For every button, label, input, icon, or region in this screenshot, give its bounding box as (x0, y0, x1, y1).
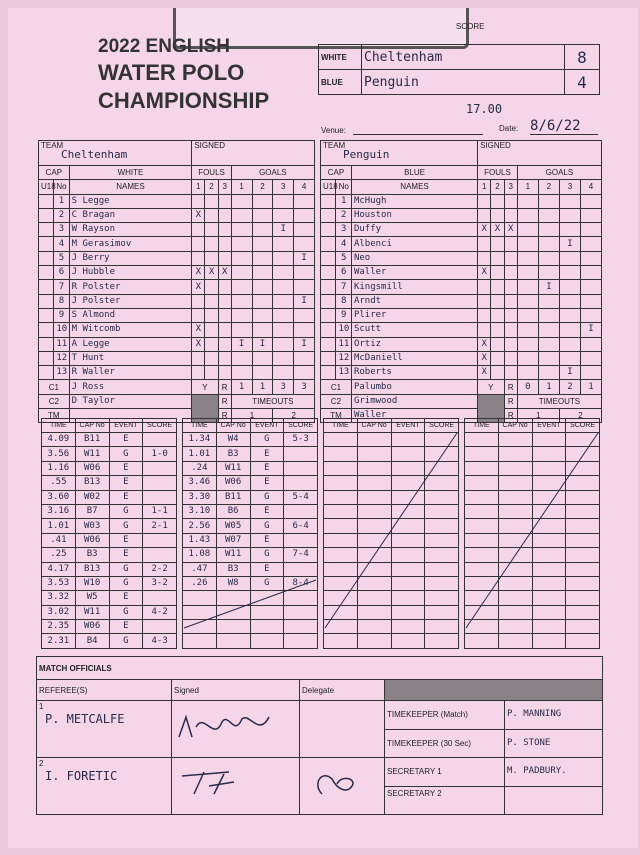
event-type: E (109, 533, 143, 547)
event-time: 3.46 (183, 476, 217, 490)
foul-mark: X (478, 266, 491, 280)
goal-mark: I (231, 337, 252, 351)
event-cap: W06 (75, 533, 109, 547)
event-cap: B6 (216, 504, 250, 518)
event-col-header: CAP No (75, 419, 109, 433)
cap-number: 12 (54, 351, 69, 365)
event-time: 1.34 (183, 433, 217, 447)
blue-score: 4 (565, 70, 600, 95)
event-time: .41 (42, 533, 76, 547)
sec1: M. PADBURY. (505, 758, 603, 787)
blue-cap-label: CAP (321, 166, 352, 180)
referee-1: P. METCALFE (45, 712, 125, 726)
red-label: R (218, 394, 231, 408)
foul-mark: X (491, 223, 504, 237)
event-col-header: EVENT (109, 419, 143, 433)
strike-line (325, 433, 457, 628)
ref1-number: 1 (39, 702, 44, 711)
event-type: E (250, 562, 284, 576)
event-time: .24 (183, 461, 217, 475)
event-cap: W11 (216, 461, 250, 475)
event-time: .55 (42, 476, 76, 490)
period-col-label: 3 (559, 180, 580, 194)
event-cap: W5 (75, 591, 109, 605)
period-col-label: 3 (273, 180, 294, 194)
white-color-label: WHITE (69, 166, 192, 180)
player-name: J Polster (69, 294, 192, 308)
player-name: Kingsmill (351, 280, 477, 294)
blue-u18-label: U18 (321, 180, 336, 194)
event-cap: W11 (75, 605, 109, 619)
event-time: 3.30 (183, 490, 217, 504)
cap-number: 7 (54, 280, 69, 294)
player-name: Duffy (351, 223, 477, 237)
cap-number: 5 (336, 251, 351, 265)
event-time: 2.56 (183, 519, 217, 533)
event-cap: W02 (75, 490, 109, 504)
coach-name: J Ross (69, 380, 192, 394)
player-name: Plirer (351, 308, 477, 322)
blue-team-name: Penguin (343, 148, 390, 161)
quarter-score: 3 (294, 380, 315, 394)
event-time: 2.35 (42, 620, 76, 634)
event-col-header: TIME (465, 419, 499, 433)
foul-mark: X (218, 266, 231, 280)
player-name: Scutt (351, 323, 477, 337)
white-signed-label: SIGNED (192, 141, 315, 166)
event-col-header: EVENT (532, 419, 566, 433)
event-col-header: EVENT (250, 419, 284, 433)
quarter-score: 1 (231, 380, 252, 394)
event-score: 1-1 (143, 504, 177, 518)
coach-name: Waller (351, 409, 477, 423)
timeout-2: 2 (273, 409, 315, 423)
cap-number: 1 (336, 194, 351, 208)
ref1-signature (172, 701, 300, 758)
blue-label: BLUE (319, 70, 362, 95)
coach-code: C2 (321, 394, 352, 408)
tk-match-label: TIMEKEEPER (Match) (385, 701, 505, 730)
event-score: 2-1 (143, 519, 177, 533)
event-col-header: TIME (183, 419, 217, 433)
event-cap: W4 (216, 433, 250, 447)
event-time: 1.16 (42, 461, 76, 475)
event-type: G (109, 504, 143, 518)
event-time: 4.17 (42, 562, 76, 576)
coach-name: D Taylor (69, 394, 192, 408)
event-cap: W06 (75, 461, 109, 475)
sec1-label: SECRETARY 1 (385, 758, 505, 787)
event-cap: B3 (216, 447, 250, 461)
event-cap: W11 (216, 548, 250, 562)
coach-code: TM (39, 409, 70, 423)
foul-mark: X (205, 266, 218, 280)
blue-team-label: TEAM (323, 141, 346, 150)
coach-code: C1 (39, 380, 70, 394)
event-type: G (109, 562, 143, 576)
blue-signed-label: SIGNED (478, 141, 602, 166)
cap-number: 5 (54, 251, 69, 265)
goal-mark: I (252, 337, 273, 351)
period-col-label: 2 (252, 180, 273, 194)
tk-match: P. MANNING (505, 701, 603, 730)
event-cap: W03 (75, 519, 109, 533)
foul-mark: X (504, 223, 517, 237)
cap-number: 8 (336, 294, 351, 308)
cap-number: 13 (336, 366, 351, 380)
quarter-score: 1 (580, 380, 601, 394)
event-time: 3.16 (42, 504, 76, 518)
quarter-score: 2 (559, 380, 580, 394)
event-time: 1.43 (183, 533, 217, 547)
strike-line (466, 433, 598, 628)
event-type: G (250, 576, 284, 590)
strike-line (184, 580, 316, 628)
cap-number: 1 (54, 194, 69, 208)
coach-name: Grimwood (351, 394, 477, 408)
event-score: 4-2 (143, 605, 177, 619)
foul-mark: X (478, 366, 491, 380)
event-time: 1.01 (42, 519, 76, 533)
event-cap: W05 (216, 519, 250, 533)
event-time: 2.31 (42, 634, 76, 648)
player-name: R Polster (69, 280, 192, 294)
white-no-label: No (54, 180, 69, 194)
foul-mark: X (478, 223, 491, 237)
event-type: E (109, 433, 143, 447)
player-name: Albenci (351, 237, 477, 251)
timeouts-label: TIMEOUTS (517, 394, 601, 408)
player-name: C Bragan (69, 208, 192, 222)
event-cap: B3 (216, 562, 250, 576)
event-cap: W10 (75, 576, 109, 590)
event-col-header: SCORE (566, 419, 600, 433)
event-cap: B4 (75, 634, 109, 648)
red-label: R (218, 409, 231, 423)
player-name: McHugh (351, 194, 477, 208)
goal-mark: I (580, 323, 601, 337)
cap-number: 9 (336, 308, 351, 322)
quarter-score: 3 (273, 380, 294, 394)
event-cap: B13 (75, 476, 109, 490)
cap-number: 4 (336, 237, 351, 251)
event-type: G (250, 490, 284, 504)
goal-mark: I (294, 251, 315, 265)
blue-color-label: BLUE (351, 166, 477, 180)
event-cap: B11 (216, 490, 250, 504)
timeout-1: 1 (231, 409, 273, 423)
event-cap: B7 (75, 504, 109, 518)
event-type: E (250, 533, 284, 547)
cap-number: 6 (336, 266, 351, 280)
event-col-header: SCORE (425, 419, 459, 433)
score-sheet (8, 8, 638, 848)
goal-mark: I (294, 337, 315, 351)
event-type: E (109, 476, 143, 490)
event-cap: W11 (75, 447, 109, 461)
event-time: 1.01 (183, 447, 217, 461)
event-type: E (250, 504, 284, 518)
event-type: G (109, 576, 143, 590)
event-col-header: SCORE (284, 419, 318, 433)
event-score: 7-4 (284, 548, 318, 562)
event-cap: B11 (75, 433, 109, 447)
year-title: 2022 ENGLISH (98, 36, 230, 57)
delegate-label: Delegate (300, 680, 385, 701)
player-name: J Berry (69, 251, 192, 265)
event-cap: W07 (216, 533, 250, 547)
timeouts-label: TIMEOUTS (231, 394, 314, 408)
period-col-label: 1 (231, 180, 252, 194)
white-team-score-name: Cheltenham (362, 45, 565, 70)
cap-number: 3 (336, 223, 351, 237)
event-time: 4.09 (42, 433, 76, 447)
event-type: E (250, 461, 284, 475)
event-time: .25 (42, 548, 76, 562)
foul-col-label: 1 (192, 180, 205, 194)
event-type: E (109, 461, 143, 475)
period-col-label: 4 (294, 180, 315, 194)
title-line2: CHAMPIONSHIP (98, 88, 270, 113)
event-time: 3.53 (42, 576, 76, 590)
event-col-header: EVENT (391, 419, 425, 433)
event-score: 8-4 (284, 576, 318, 590)
event-type: G (250, 548, 284, 562)
event-time: .47 (183, 562, 217, 576)
blue-names-label: NAMES (351, 180, 477, 194)
event-time: 3.32 (42, 591, 76, 605)
player-name: Houston (351, 208, 477, 222)
event-type: E (109, 620, 143, 634)
foul-mark: X (478, 337, 491, 351)
white-score: 8 (565, 45, 600, 70)
foul-mark: X (192, 337, 205, 351)
foul-col-label: 1 (478, 180, 491, 194)
player-name: S Legge (69, 194, 192, 208)
white-fouls-label: FOULS (192, 166, 231, 180)
officials-table (36, 656, 603, 815)
goal-mark: I (294, 294, 315, 308)
event-time: 1.08 (183, 548, 217, 562)
player-name: Waller (351, 266, 477, 280)
referees-label: REFEREE(S) (37, 680, 172, 701)
event-time: .26 (183, 576, 217, 590)
player-name: S Almond (69, 308, 192, 322)
cap-number: 11 (54, 337, 69, 351)
event-col-header: TIME (42, 419, 76, 433)
player-name: A Legge (69, 337, 192, 351)
yellow-label: Y (478, 380, 505, 394)
event-col-header: CAP No (357, 419, 391, 433)
goal-mark: I (559, 366, 580, 380)
foul-mark: X (192, 280, 205, 294)
cap-number: 9 (54, 308, 69, 322)
white-goals-label: GOALS (231, 166, 314, 180)
period-col-label: 2 (538, 180, 559, 194)
sec2 (505, 786, 603, 815)
date-label: Date: (499, 124, 519, 133)
match-date: 8/6/22 (530, 118, 598, 135)
red-label: R (504, 394, 517, 408)
event-score: 1-0 (143, 447, 177, 461)
white-u18-label: U18 (39, 180, 54, 194)
cap-number: 10 (54, 323, 69, 337)
event-type: G (109, 634, 143, 648)
event-score: 5-4 (284, 490, 318, 504)
player-name: M Witcomb (69, 323, 192, 337)
cap-number: 11 (336, 337, 351, 351)
foul-col-label: 2 (205, 180, 218, 194)
player-name: Neo (351, 251, 477, 265)
white-label: WHITE (319, 45, 362, 70)
tk-30: P. STONE (505, 729, 603, 758)
ref2-number: 2 (39, 759, 44, 768)
coach-name: Palumbo (351, 380, 477, 394)
event-time: 3.10 (183, 504, 217, 518)
player-name: J Hubble (69, 266, 192, 280)
event-type: E (250, 447, 284, 461)
title-line1: WATER POLO (98, 60, 245, 85)
foul-mark: X (192, 208, 205, 222)
event-type: E (250, 476, 284, 490)
cap-number: 13 (54, 366, 69, 380)
coach-code: C2 (39, 394, 70, 408)
quarter-score: 1 (252, 380, 273, 394)
event-score: 6-4 (284, 519, 318, 533)
player-name: McDaniell (351, 351, 477, 365)
player-name: Roberts (351, 366, 477, 380)
ref2-signature (172, 758, 300, 815)
cap-number: 6 (54, 266, 69, 280)
cap-number: 7 (336, 280, 351, 294)
event-cap: W8 (216, 576, 250, 590)
cap-number: 3 (54, 223, 69, 237)
blue-fouls-label: FOULS (478, 166, 518, 180)
event-score: 2-2 (143, 562, 177, 576)
quarter-score: 0 (517, 380, 538, 394)
event-cap: W06 (216, 476, 250, 490)
event-time: 3.60 (42, 490, 76, 504)
event-type: E (109, 591, 143, 605)
cap-number: 2 (54, 208, 69, 222)
white-names-label: NAMES (69, 180, 192, 194)
red-label: R (504, 380, 517, 394)
event-type: G (250, 433, 284, 447)
event-col-header: TIME (324, 419, 358, 433)
coach-code: TM (321, 409, 352, 423)
coach-code: C1 (321, 380, 352, 394)
goal-mark: I (559, 237, 580, 251)
quarter-score: 1 (538, 380, 559, 394)
cap-number: 10 (336, 323, 351, 337)
ref-signed-label: Signed (172, 680, 300, 701)
player-name: Ortiz (351, 337, 477, 351)
event-col-header: CAP No (498, 419, 532, 433)
player-name: W Rayson (69, 223, 192, 237)
event-time: 3.56 (42, 447, 76, 461)
event-type: E (109, 548, 143, 562)
timeout-2: 2 (559, 409, 601, 423)
event-score: 4-3 (143, 634, 177, 648)
player-name: M Gerasimov (69, 237, 192, 251)
player-name: Arndt (351, 294, 477, 308)
grey-box (385, 680, 603, 701)
cap-number: 2 (336, 208, 351, 222)
foul-mark: X (192, 266, 205, 280)
tk-30-label: TIMEKEEPER (30 Sec) (385, 729, 505, 758)
cap-number: 4 (54, 237, 69, 251)
event-score: 5-3 (284, 433, 318, 447)
blue-goals-label: GOALS (517, 166, 601, 180)
event-type: G (109, 605, 143, 619)
white-team-name: Cheltenham (61, 148, 128, 161)
event-cap: W06 (75, 620, 109, 634)
goal-mark: I (273, 223, 294, 237)
blue-no-label: No (336, 180, 351, 194)
foul-col-label: 3 (504, 180, 517, 194)
foul-col-label: 2 (491, 180, 504, 194)
officials-title: MATCH OFFICIALS (37, 657, 603, 680)
player-name: R Waller (69, 366, 192, 380)
event-type: G (109, 519, 143, 533)
blue-team-score-name: Penguin (362, 70, 565, 95)
cap-number: 12 (336, 351, 351, 365)
period-col-label: 4 (580, 180, 601, 194)
period-col-label: 1 (517, 180, 538, 194)
event-cap: B3 (75, 548, 109, 562)
event-cap: B13 (75, 562, 109, 576)
foul-mark: X (478, 351, 491, 365)
venue-label: Venue: (321, 126, 346, 135)
yellow-label: Y (192, 380, 218, 394)
event-type: E (109, 490, 143, 504)
white-team-label: TEAM (41, 141, 64, 150)
delegate-signature (300, 758, 385, 815)
foul-col-label: 3 (218, 180, 231, 194)
event-col-header: SCORE (143, 419, 177, 433)
goal-mark: I (538, 280, 559, 294)
red-label: R (218, 380, 231, 394)
event-col-header: CAP No (216, 419, 250, 433)
sec2-label: SECRETARY 2 (385, 786, 505, 815)
referee-2: I. FORETIC (45, 769, 118, 783)
timeout-1: 1 (517, 409, 559, 423)
cap-number: 8 (54, 294, 69, 308)
score-label: SCORE (456, 22, 485, 31)
event-type: G (250, 519, 284, 533)
player-name: T Hunt (69, 351, 192, 365)
event-time: 3.02 (42, 605, 76, 619)
match-time: 17.00 (466, 102, 503, 116)
red-label: R (504, 409, 517, 423)
white-cap-label: CAP (39, 166, 70, 180)
event-score: 3-2 (143, 576, 177, 590)
event-type: G (109, 447, 143, 461)
foul-mark: X (192, 323, 205, 337)
